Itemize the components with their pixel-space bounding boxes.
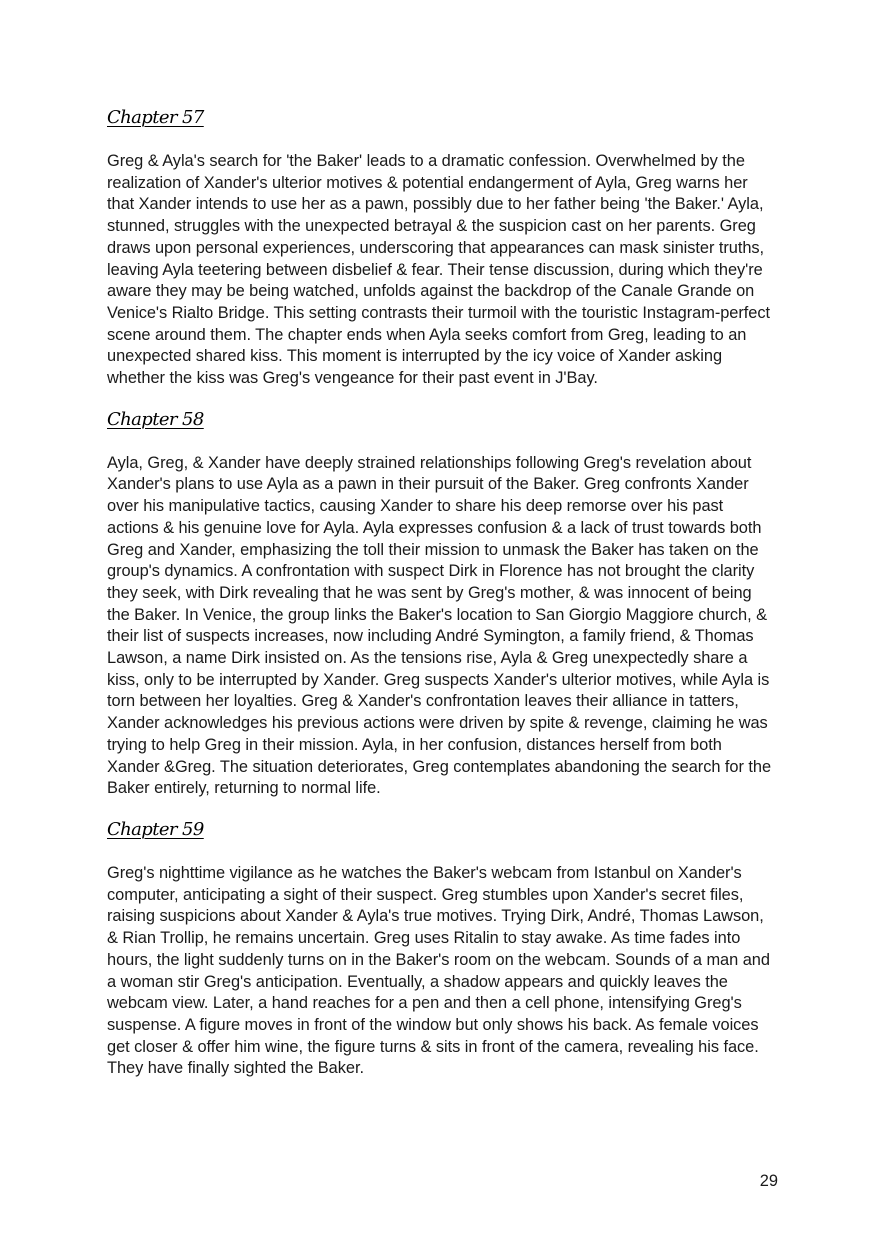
page-number: 29 <box>759 1172 778 1190</box>
chapter-57-section <box>107 104 777 390</box>
page-content <box>107 104 777 1080</box>
chapter-58-heading: Chapter 58 <box>107 408 204 430</box>
chapter-59-heading: Chapter 59 <box>107 818 204 840</box>
chapter-58-section <box>107 406 777 800</box>
chapter-59-section <box>107 816 777 1080</box>
chapter-59-summary: Greg's nighttime vigilance as he watches the Baker's webcam from Istanbul on Xander's computer, anticipating a sight of their suspect. Greg stumbles upon Xander's secret files, raising suspicions about Xander & Ayla's true motives. Trying Dirk, André, Thomas Lawson, & Rian Trollip, he remains uncertain. Greg uses Ritalin to stay awake. As time fades into hours, the light suddenly turns on in the Baker's room on the webcam. Sounds of a man and a woman stir Greg's anticipation. Eventually, a shadow appears and quickly leaves the webcam view. Later, a hand reaches for a pen and then a cell phone, intensifying Greg's suspense. A figure moves in front of the window but only shows his back. As female voices get closer & offer him wine, the figure turns & sits in front of the camera, revealing his face. They have finally sighted the Baker. <box>107 863 770 1078</box>
chapter-57-heading: Chapter 57 <box>107 107 204 128</box>
chapter-58-summary: Ayla, Greg, & Xander have deeply strained relationships following Greg's revelation about Xander's plans to use Ayla as a pawn in their pursuit of the Baker. Greg confronts Xander over his manipulative tactics, causing Xander to share his deep remorse over his past actions & his genuine love for Ayla. Ayla expresses confusion & a lack of trust towards both Greg and Xander, emphasizing the toll their mission to unmask the Baker has taken on the group's dynamics. A confrontation with suspect Dirk in Florence has not brought the clarity they seek, with Dirk revealing that he was sent by Greg's mother, & was innocent of being the Baker. In Venice, the group links the Baker's location to San Giorgio Maggiore church, & their list of suspects increases, now including André Symington, a family friend, & Thomas Lawson, a name Dirk insisted on. As the tensions rise, Ayla & Greg unexpectedly share a kiss, only to be interrupted by Xander. Greg suspects Xander's ulterior motives, while Ayla is torn between her loyalties. Greg & Xander's confrontation leaves their alliance in tatters, Xander acknowledges his previous actions were driven by spite & revenge, claiming he was trying to help Greg in their mission. Ayla, in her confusion, distances herself from both Xander &Greg. The situation deteriorates, Greg contemplates abandoning the search for the Baker entirely, returning to normal life. <box>107 453 772 798</box>
chapter-57-summary: Greg & Ayla's search for 'the Baker' leads to a dramatic confession. Overwhelmed by the realization of Xander's ulterior motives & potential endangerment of Ayla, Greg warns her that Xander intends to use her as a pawn, possibly due to her father being 'the Baker.' Ayla, stunned, struggles with the unexpected betrayal & the suspicion cast on her parents. Greg draws upon personal experiences, underscoring that appearances can mask sinister truths, leaving Ayla teetering between disbelief & fear. Their tense discussion, during which they're aware they may be being watched, unfolds against the backdrop of the Canale Grande on Venice's Rialto Bridge. This setting contrasts their turmoil with the touristic Instagram-perfect scene around them. The chapter ends when Ayla seeks comfort from Greg, leading to an unexpected shared kiss. This moment is interrupted by the icy voice of Xander asking whether the kiss was Greg's vengeance for their past event in J'Bay. <box>107 152 770 388</box>
